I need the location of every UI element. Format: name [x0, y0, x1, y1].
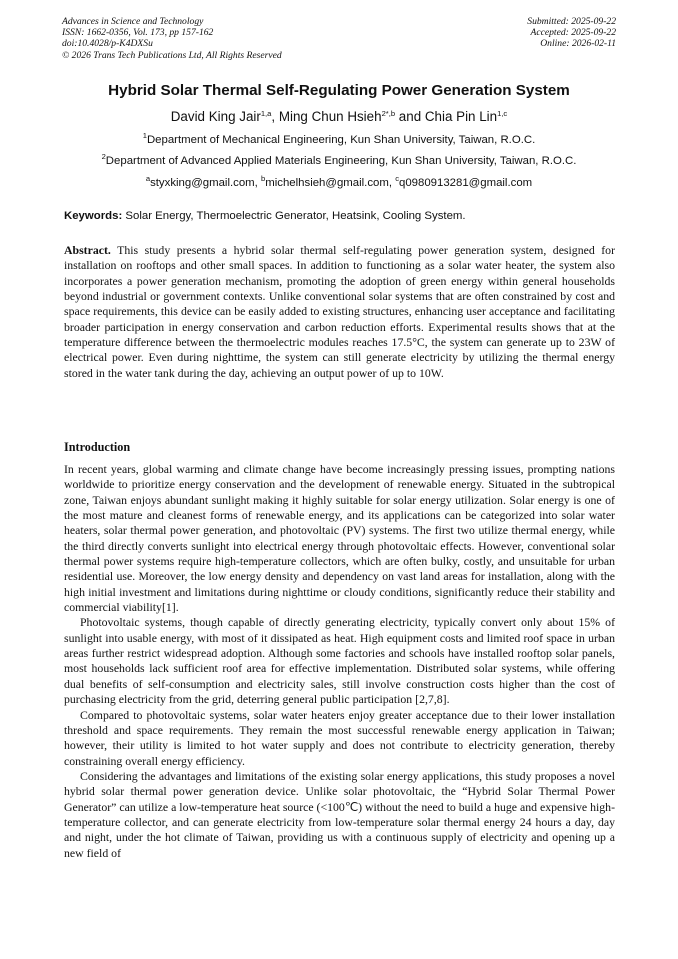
author-list	[0, 109, 678, 124]
online-date: Online: 2026-02-11	[540, 38, 616, 50]
keywords	[64, 210, 616, 222]
abstract-text: This study presents a hybrid solar thermal self-regulating power generation system, designed for installation on rooftops and other small spaces. In addition to functioning as a solar water heater, the system also incorporates a power generation mechanism, promoting the adoption of green energy within general households beyond industrial or government contexts. Unlike conventional solar systems that are often constrained by cost and space requirements, this device can be easily added to existing structures, enhancing user acceptance and facilitating broader participation in energy conservation and carbon reduction efforts. Experimental results shows that at the temperature difference between the thermoelectric modules reaches 17.5°C, the system can generate up to 23W of electrical power. Even during nighttime, the system can still generate electricity by utilizing the thermal energy stored in the water tank during the day, achieving an output power of up to 10W.	[64, 243, 615, 380]
email-link[interactable]: styxking@gmail.com,	[150, 177, 262, 189]
affiliation-mark: 2	[101, 152, 106, 161]
abstract-label: Abstract.	[64, 243, 111, 257]
author-name: Chia Pin Lin	[424, 109, 498, 124]
author-affiliation-mark: 2*,b	[381, 109, 396, 118]
paragraph: Compared to photovoltaic systems, solar water heaters enjoy greater acceptance due to their lower installation threshold and space requirements. They remain the most successful renewable energy application in Taiwan; however, their utility is limited to hot water supply and does not contribute to electricity generation, thereby constraining overall energy efficiency.	[64, 707, 615, 768]
email-mark: c	[395, 174, 399, 183]
copyright: © 2026 Trans Tech Publications Ltd, All Rights Reserved	[62, 49, 282, 61]
abstract	[64, 243, 615, 381]
introduction-body	[64, 462, 615, 861]
journal-header-right	[527, 16, 616, 50]
author-separator: and	[395, 109, 425, 124]
journal-header-left	[62, 16, 282, 61]
paper-title: Hybrid Solar Thermal Self-Regulating Power Generation System	[108, 82, 570, 99]
keywords-label: Keywords:	[64, 210, 123, 222]
affiliation-1	[0, 131, 678, 146]
submitted-date: Submitted: 2025-09-22	[527, 16, 616, 27]
paragraph: Considering the advantages and limitations of the existing solar energy applications, this study proposes a novel hybrid solar thermal power generation device. Unlike solar photovoltaic, the “Hybrid Solar Thermal Power Generator” can utilize a low-temperature heat source (<100℃) without the need to build a huge and expensive high-temperature collector, and can generate electricity from low-temperature solar thermal energy 24 hours a day, day and night, under the hot climate of Taiwan, providing us with a continuous supply of electricity and opening up a new field of	[64, 768, 615, 860]
author-name: David King Jair	[170, 109, 261, 124]
email-mark: b	[261, 174, 266, 183]
email-link[interactable]: q0980913281@gmail.com	[399, 177, 533, 189]
author-affiliation-mark: 1,a	[260, 109, 272, 118]
author-emails	[0, 174, 678, 189]
paragraph: In recent years, global warming and climate change have become increasingly pressing issues, prompting nations worldwide to prioritize energy conservation and the development of renewable energy. Situated in the subtropical zone, Taiwan enjoys abundant sunlight making it highly suitable for solar energy utilization. Solar energy is one of the most mature and cleanest forms of renewable energy, and its applications can be categorized into solar water heaters, solar thermal power generation, and photovoltaic (PV) systems. The first two utilize thermal energy, while the third directly converts sunlight into electrical energy through photovoltaic effects. However, conventional solar thermal power systems require high-temperature collectors, which are often bulky, costly, and unsuitable for urban residential use. Moreover, the low energy density and dependency on vast land areas for installation, along with the high initial investment and limitations during nighttime or cloudy conditions, significantly reduce their stability and commercial viability[1].	[64, 462, 615, 615]
author-separator: ,	[271, 109, 279, 124]
affiliation-text: Department of Advanced Applied Materials Engineering, Kun Shan University, Taiwan, R.O.C.	[105, 155, 577, 167]
journal-issn: ISSN: 1662-0356, Vol. 173, pp 157-162	[62, 27, 214, 39]
email-link[interactable]: michelhsieh@gmail.com,	[265, 177, 396, 189]
email-mark: a	[145, 174, 151, 183]
doi: doi:10.4028/p-K4DXSu	[62, 38, 153, 50]
section-heading-introduction: Introduction	[64, 440, 131, 454]
author-affiliation-mark: 1,c	[497, 109, 508, 118]
affiliation-mark: 1	[142, 131, 147, 140]
author-name: Ming Chun Hsieh	[278, 109, 382, 124]
journal-name: Advances in Science and Technology	[62, 16, 204, 27]
paragraph: Photovoltaic systems, though capable of directly generating electricity, typically convert only about 15% of sunlight into usable energy, with most of it dissipated as heat. High equipment costs and limited roof space in urban areas further restrict widespread adoption. Although some factories and schools have installed rooftop solar panels, most households lack sufficient roof area for effective implementation. Distributed solar systems, while offering dual benefits of self-consumption and electricity sales, still involve construction costs higher than the cost of purchasing electricity from the grid, deterring general public participation [2,7,8].	[64, 615, 615, 707]
affiliation-text: Department of Mechanical Engineering, Kun Shan University, Taiwan, R.O.C.	[146, 134, 536, 146]
affiliation-2	[0, 152, 678, 167]
keywords-text: Solar Energy, Thermoelectric Generator, Heatsink, Cooling System.	[122, 210, 466, 222]
accepted-date: Accepted: 2025-09-22	[530, 27, 616, 39]
